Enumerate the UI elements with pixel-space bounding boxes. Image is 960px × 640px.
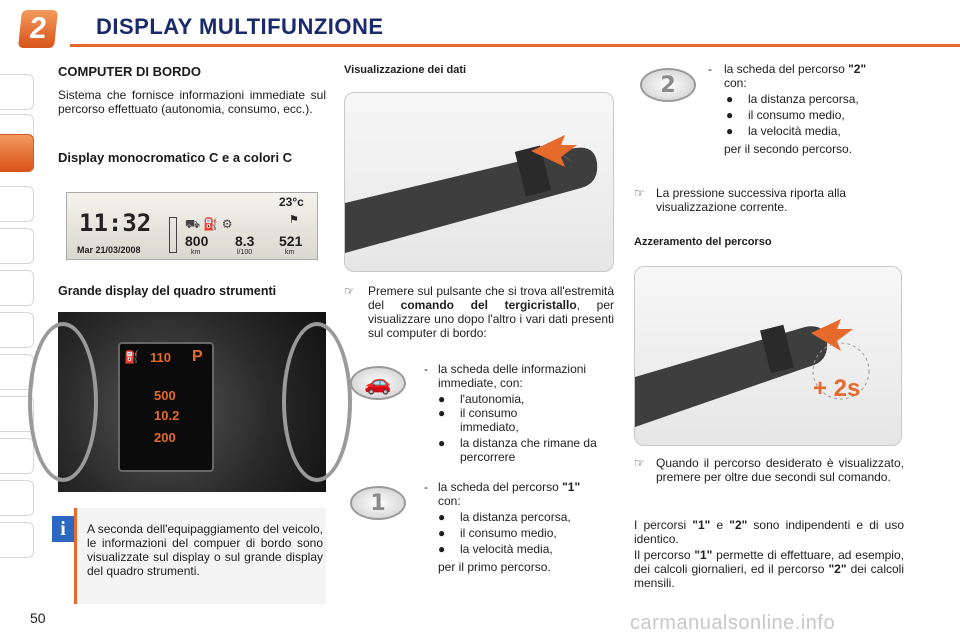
indep-e: sono indipendenti e di uso identico.	[634, 518, 905, 546]
side-tab-active[interactable]	[0, 134, 34, 172]
example-a: Il percorso	[634, 548, 695, 562]
trip-2-c: con:	[724, 76, 747, 90]
reset-text: Quando il percorso desiderato è visualizzato, premere per oltre due secondi sul comando.	[656, 456, 904, 484]
independence-text	[634, 518, 904, 546]
section-title: COMPUTER DI BORDO	[58, 64, 201, 79]
card-item-1: l'autonomia,	[460, 392, 525, 406]
bullet: ●	[438, 542, 446, 556]
bullet: ●	[438, 526, 446, 540]
monochrome-display	[66, 192, 318, 260]
example-d: "2"	[828, 562, 847, 576]
press-bold: comando del tergicristallo	[400, 298, 577, 312]
info-text: A seconda dell'equipaggiamento del veicolo, le informazioni del compuer di bordo sono visualizzate sul display o sul grande display del quadro strumenti.	[87, 522, 323, 578]
press-text-b: , per visualizzare uno dopo l'altro i vari dati presenti sul computer di bordo:	[368, 298, 614, 340]
large-display-title: Grande display del quadro strumenti	[58, 284, 277, 298]
intro-text: Sistema che fornisce informazioni immediate sul percorso effettuato (autonomia, consumo, ecc.).	[58, 88, 326, 116]
wiper-stalk-image	[344, 92, 614, 272]
dash-mark: -	[708, 62, 712, 76]
watermark: carmanualsonline.info	[630, 612, 836, 634]
trip-1-footer: per il primo percorso.	[438, 560, 551, 574]
info-box	[74, 508, 326, 604]
car-card-icon: 🚗	[350, 366, 406, 400]
side-tab[interactable]	[0, 270, 34, 306]
trip-1-icon	[350, 486, 406, 520]
trip-1-item-3: la velocità media,	[460, 542, 553, 556]
lcd-time: 11:32	[79, 209, 152, 237]
cluster-p: P	[192, 348, 203, 365]
side-tab[interactable]	[0, 186, 34, 222]
press-text	[368, 284, 614, 340]
trip-2-b: "2"	[848, 62, 867, 76]
reset-heading: Azzeramento del percorso	[634, 236, 772, 248]
trip-2-footer: per il secondo percorso.	[724, 142, 853, 156]
trip-1-b: "1"	[562, 480, 581, 494]
hand-icon: ☞	[344, 284, 355, 298]
chapter-badge	[18, 10, 58, 48]
side-tab[interactable]	[0, 480, 34, 516]
trip-2-a: la scheda del percorso	[724, 62, 849, 76]
header-rule	[70, 44, 960, 47]
lcd-value-2: 8.3	[235, 233, 255, 249]
trip-1-a: la scheda del percorso	[438, 480, 563, 494]
hand-icon: ☞	[634, 456, 645, 470]
example-text	[634, 548, 904, 590]
side-tab[interactable]	[0, 438, 34, 474]
lcd-trip-selector	[169, 217, 177, 253]
fuel-icon: ⛽	[124, 350, 139, 364]
next-press-text: La pressione successiva riporta alla visualizzazione corrente.	[656, 186, 847, 214]
indep-b: "1"	[692, 518, 711, 532]
dash-mark: -	[424, 480, 428, 494]
wiper-stalk-illustration	[345, 93, 614, 272]
dash-mark: -	[424, 362, 428, 376]
cluster-value-2: 10.2	[154, 408, 180, 423]
bullet: ●	[726, 92, 734, 106]
trip-2-icon	[640, 68, 696, 102]
lcd-unit-3: km	[285, 249, 295, 256]
reset-stalk-illustration	[635, 267, 902, 446]
trip-1-item-2: il consumo medio,	[460, 526, 557, 540]
bullet: ●	[438, 392, 446, 406]
car-icon: ⛟ ⛽ ⚙	[185, 217, 233, 231]
info-icon: i	[52, 516, 74, 542]
trip-1-icon-label: 1	[370, 490, 386, 516]
page-number: 50	[30, 610, 46, 626]
trip-2-icon-label: 2	[660, 72, 676, 98]
example-e: dei calcoli mensili.	[634, 562, 904, 590]
trip-2-item-2: il consumo medio,	[748, 108, 845, 122]
plus-2s-label: + 2s	[813, 375, 861, 402]
side-tab[interactable]	[0, 522, 34, 558]
hand-icon: ☞	[634, 186, 645, 200]
bullet: ●	[726, 108, 734, 122]
press-text-a: Premere sul pulsante che si trova all'estremità del	[368, 284, 614, 312]
trip-2-intro	[724, 62, 914, 90]
trip-1-intro	[438, 480, 618, 508]
cluster-value-1: 500	[154, 388, 176, 403]
cluster-display	[118, 342, 214, 472]
display-title: Display monocromatico C e a colori C	[58, 150, 293, 165]
trip-2-item-1: la distanza percorsa,	[748, 92, 859, 106]
side-tab[interactable]	[0, 228, 34, 264]
example-c: permette di effettuare, ad esempio, dei calcoli giornalieri, ed il percorso	[634, 548, 904, 576]
side-tab[interactable]	[0, 74, 34, 110]
example-b: "1"	[694, 548, 713, 562]
trip-1-item-1: la distanza percorsa,	[460, 510, 571, 524]
lcd-date: Mar 21/03/2008	[77, 245, 141, 255]
indep-a: I percorsi	[634, 518, 693, 532]
bullet: ●	[438, 510, 446, 524]
indep-d: "2"	[729, 518, 748, 532]
chapter-number: 2	[27, 12, 49, 45]
gauge-left	[28, 322, 98, 482]
trip-1-c: con:	[438, 494, 461, 508]
bullet: ●	[438, 436, 446, 450]
cluster-speed: 110	[150, 350, 171, 365]
page-title: DISPLAY MULTIFUNZIONE	[96, 14, 384, 39]
card-item-2: il consumo immediato,	[460, 406, 519, 434]
lcd-temperature: 23°c	[279, 195, 304, 209]
bullet: ●	[726, 124, 734, 138]
bullet: ●	[438, 406, 446, 420]
card-item-3: la distanza che rimane da percorrere	[460, 436, 597, 464]
data-view-heading: Visualizzazione dei dati	[344, 64, 467, 76]
side-tab[interactable]	[0, 312, 34, 348]
indep-c: e	[710, 518, 730, 532]
cluster-value-3: 200	[154, 430, 176, 445]
flag-icon: ⚑	[289, 214, 299, 226]
gauge-right	[282, 322, 352, 482]
card-intro: la scheda delle informazioni immediate, con:	[438, 362, 587, 390]
reset-stalk-image	[634, 266, 902, 446]
lcd-value-3: 521	[279, 233, 303, 249]
lcd-value-1: 800	[185, 233, 209, 249]
lcd-unit-2: l/100	[237, 249, 253, 256]
lcd-unit-1: km	[191, 249, 201, 256]
trip-2-item-3: la velocità media,	[748, 124, 841, 138]
